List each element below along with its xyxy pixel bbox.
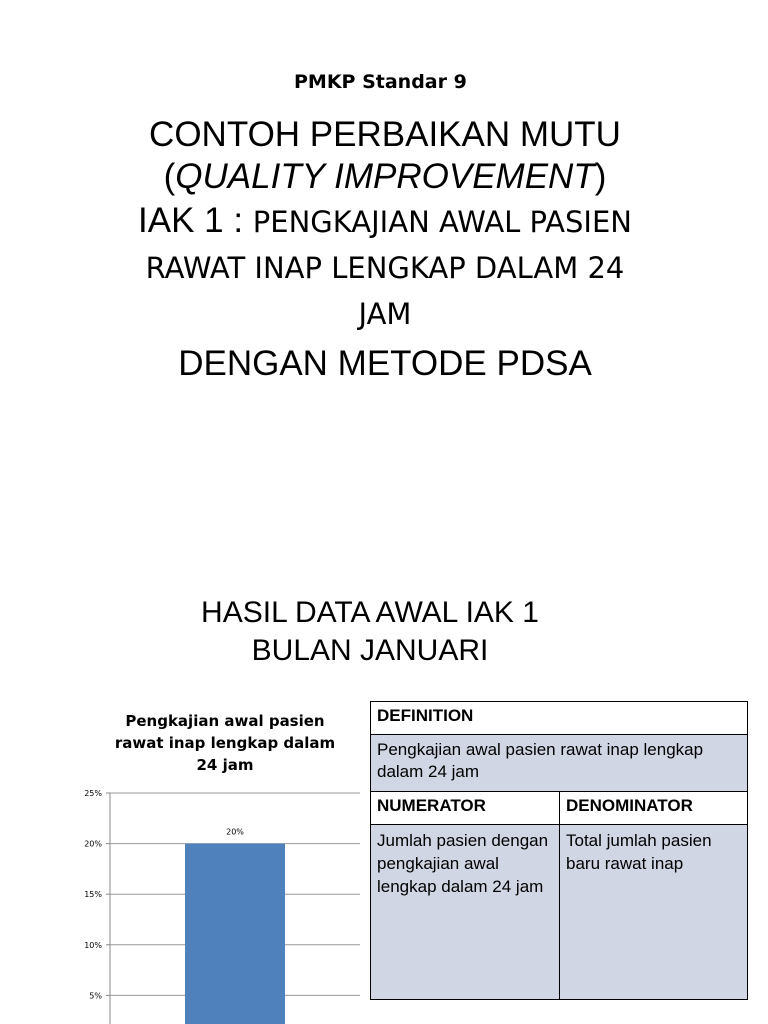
indicator-table [370, 701, 748, 1000]
title-paren-open: ( [163, 157, 176, 196]
chart-title-line-2: rawat inap lengkap dalam [114, 734, 336, 752]
section-title-line-2: BULAN JANUARI [251, 634, 489, 667]
chart-title [110, 710, 340, 776]
y-tick-label: 5% [89, 991, 102, 1001]
y-tick-label: 20% [84, 839, 102, 849]
data-label: 20% [226, 827, 244, 837]
section-title-line-1: HASIL DATA AWAL IAK 1 [201, 596, 539, 629]
title-iak-subject: PENGKAJIAN AWAL PASIEN [252, 205, 632, 239]
title-iak-prefix: IAK 1 : [138, 201, 244, 240]
page-title [120, 114, 650, 387]
bar-chart [70, 780, 370, 1024]
title-line-3 [120, 198, 650, 245]
title-quality-improvement: QUALITY IMPROVEMENT [175, 157, 595, 196]
definition-header: DEFINITION [371, 702, 748, 735]
denominator-text: Total jumlah pasien baru rawat inap [560, 825, 748, 1000]
section-title [170, 594, 570, 670]
y-tick-label: 15% [84, 890, 102, 900]
numerator-header: NUMERATOR [371, 792, 560, 825]
title-line-4: RAWAT INAP LENGKAP DALAM 24 JAM [145, 251, 625, 331]
title-line-5: DENGAN METODE PDSA [178, 344, 592, 383]
bar [185, 844, 285, 1024]
numerator-text: Jumlah pasien dengan pengkajian awal lengkap dalam 24 jam [371, 825, 560, 1000]
title-line-1: CONTOH PERBAIKAN MUTU [149, 115, 621, 154]
chart-title-line-1: Pengkajian awal pasien [125, 712, 325, 730]
definition-text: Pengkajian awal pasien rawat inap lengkap dalam 24 jam [371, 735, 748, 792]
y-tick-label: 25% [84, 789, 102, 798]
chart-title-line-3: 24 jam [196, 756, 254, 774]
title-line-2 [120, 156, 650, 198]
denominator-header: DENOMINATOR [560, 792, 748, 825]
title-paren-close: ) [594, 157, 607, 196]
standard-label: PMKP Standar 9 [294, 71, 467, 93]
y-tick-label: 10% [84, 940, 102, 950]
